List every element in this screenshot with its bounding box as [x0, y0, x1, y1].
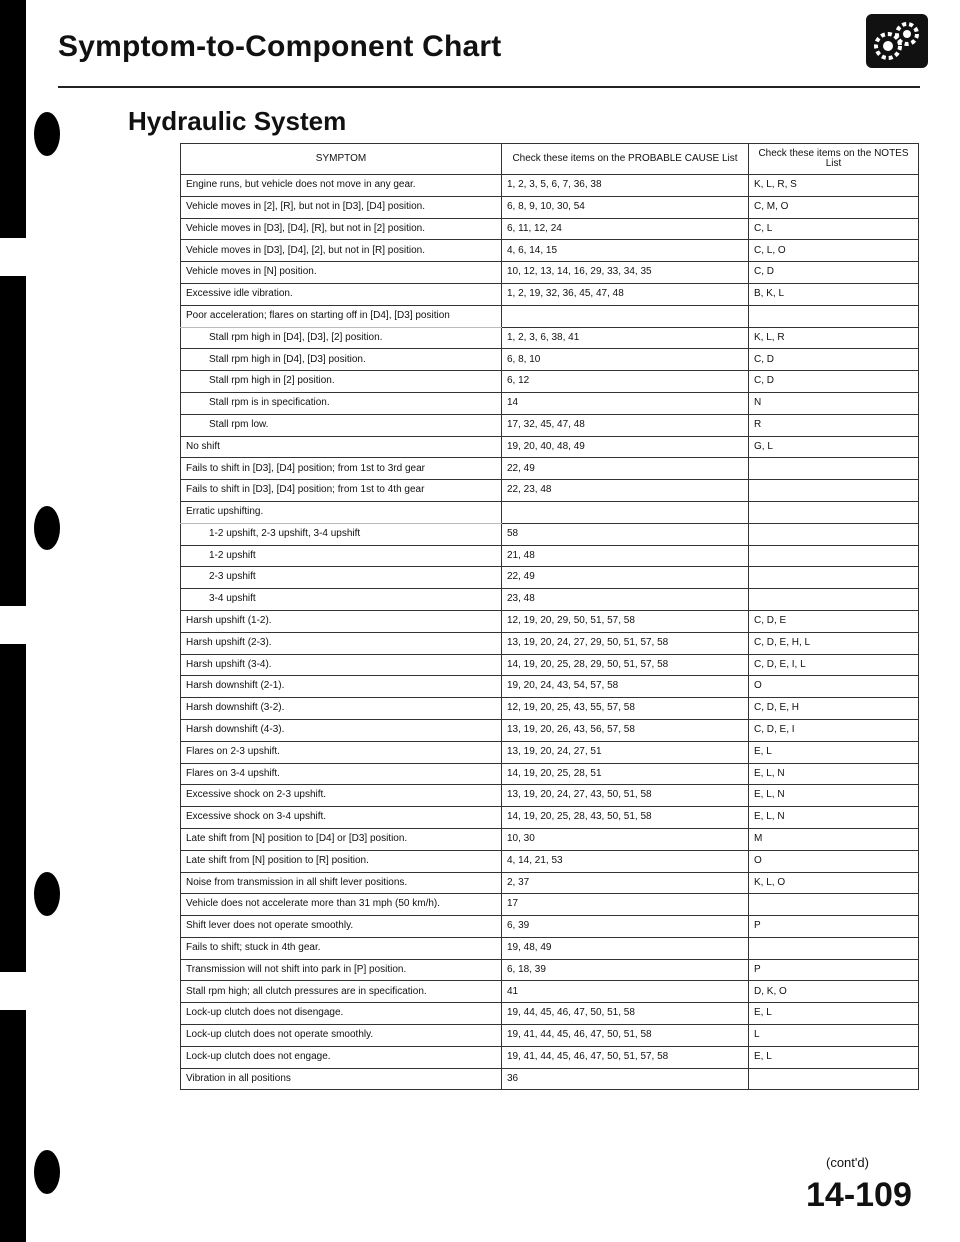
table-row	[181, 785, 919, 807]
notes-cell: E, L	[749, 741, 919, 763]
notes-cell	[749, 523, 919, 545]
probable-cause-cell: 14, 19, 20, 25, 28, 43, 50, 51, 58	[502, 807, 749, 829]
probable-cause-cell: 21, 48	[502, 545, 749, 567]
table-row	[181, 1046, 919, 1068]
symptom-cell: Vehicle does not accelerate more than 31 mph (50 km/h).	[181, 894, 502, 916]
table-row	[181, 392, 919, 414]
symptom-cell: Harsh downshift (3-2).	[181, 698, 502, 720]
table-row	[181, 305, 919, 327]
table-body	[181, 175, 919, 1090]
symptom-cell: Stall rpm high in [2] position.	[181, 371, 502, 393]
notes-cell: C, M, O	[749, 196, 919, 218]
probable-cause-cell: 10, 12, 13, 14, 16, 29, 33, 34, 35	[502, 262, 749, 284]
symptom-cell: 3-4 upshift	[181, 589, 502, 611]
table-row	[181, 654, 919, 676]
symptom-cell: Lock-up clutch does not operate smoothly.	[181, 1025, 502, 1047]
table-row	[181, 676, 919, 698]
notes-cell: C, D, E, H, L	[749, 632, 919, 654]
probable-cause-cell: 22, 23, 48	[502, 480, 749, 502]
table-row	[181, 1003, 919, 1025]
symptom-table	[180, 143, 919, 1090]
table-row	[181, 959, 919, 981]
binder-bar	[0, 276, 26, 606]
probable-cause-cell: 1, 2, 3, 6, 38, 41	[502, 327, 749, 349]
table-row	[181, 545, 919, 567]
notes-cell	[749, 545, 919, 567]
notes-cell: K, L, R, S	[749, 175, 919, 197]
notes-cell: C, D, E, I, L	[749, 654, 919, 676]
probable-cause-cell: 13, 19, 20, 26, 43, 56, 57, 58	[502, 719, 749, 741]
notes-cell: G, L	[749, 436, 919, 458]
table-row	[181, 1025, 919, 1047]
symptom-cell: Flares on 2-3 upshift.	[181, 741, 502, 763]
probable-cause-cell: 23, 48	[502, 589, 749, 611]
symptom-cell: Harsh upshift (1-2).	[181, 610, 502, 632]
notes-cell: N	[749, 392, 919, 414]
notes-cell: C, D, E	[749, 610, 919, 632]
symptom-cell: Stall rpm is in specification.	[181, 392, 502, 414]
table-row	[181, 894, 919, 916]
notes-cell: E, L	[749, 1003, 919, 1025]
table-row	[181, 850, 919, 872]
notes-cell: P	[749, 916, 919, 938]
probable-cause-cell: 6, 8, 10	[502, 349, 749, 371]
binder-hole	[34, 112, 60, 156]
notes-cell: B, K, L	[749, 283, 919, 305]
binder-bar	[0, 0, 26, 238]
symptom-cell: Fails to shift in [D3], [D4] position; from 1st to 3rd gear	[181, 458, 502, 480]
notes-cell	[749, 458, 919, 480]
probable-cause-cell: 14, 19, 20, 25, 28, 29, 50, 51, 57, 58	[502, 654, 749, 676]
table-row	[181, 937, 919, 959]
probable-cause-cell: 58	[502, 523, 749, 545]
probable-cause-cell: 17, 32, 45, 47, 48	[502, 414, 749, 436]
table-row	[181, 436, 919, 458]
table-row	[181, 371, 919, 393]
page-number: 14-109	[806, 1176, 912, 1214]
table-row	[181, 632, 919, 654]
probable-cause-cell: 19, 44, 45, 46, 47, 50, 51, 58	[502, 1003, 749, 1025]
probable-cause-cell: 17	[502, 894, 749, 916]
notes-cell: C, D, E, I	[749, 719, 919, 741]
table-row	[181, 327, 919, 349]
symptom-cell: Late shift from [N] position to [R] position.	[181, 850, 502, 872]
binder-hole	[34, 506, 60, 550]
binder-hole	[34, 872, 60, 916]
table-row	[181, 458, 919, 480]
table-row	[181, 763, 919, 785]
table-row	[181, 741, 919, 763]
binder-hole	[34, 1150, 60, 1194]
table-row	[181, 218, 919, 240]
symptom-cell: Vehicle moves in [N] position.	[181, 262, 502, 284]
symptom-cell: Harsh downshift (4-3).	[181, 719, 502, 741]
notes-cell	[749, 480, 919, 502]
notes-cell: L	[749, 1025, 919, 1047]
probable-cause-cell: 4, 14, 21, 53	[502, 850, 749, 872]
probable-cause-cell	[502, 501, 749, 523]
table-row	[181, 589, 919, 611]
section-title: Hydraulic System	[128, 106, 347, 136]
table-row	[181, 567, 919, 589]
notes-cell: P	[749, 959, 919, 981]
notes-cell: D, K, O	[749, 981, 919, 1003]
table-row	[181, 480, 919, 502]
symptom-cell: Fails to shift; stuck in 4th gear.	[181, 937, 502, 959]
probable-cause-cell: 19, 20, 24, 43, 54, 57, 58	[502, 676, 749, 698]
probable-cause-cell: 1, 2, 3, 5, 6, 7, 36, 38	[502, 175, 749, 197]
table-row	[181, 807, 919, 829]
table-row	[181, 698, 919, 720]
notes-cell: K, L, R	[749, 327, 919, 349]
symptom-cell: Fails to shift in [D3], [D4] position; from 1st to 4th gear	[181, 480, 502, 502]
probable-cause-cell: 6, 18, 39	[502, 959, 749, 981]
notes-cell: M	[749, 828, 919, 850]
notes-cell: C, D	[749, 371, 919, 393]
header-symptom: SYMPTOM	[181, 144, 502, 175]
symptom-cell: Flares on 3-4 upshift.	[181, 763, 502, 785]
page-title: Symptom-to-Component Chart	[58, 30, 502, 63]
symptom-cell: Noise from transmission in all shift lever positions.	[181, 872, 502, 894]
notes-cell: E, L, N	[749, 807, 919, 829]
symptom-cell: No shift	[181, 436, 502, 458]
probable-cause-cell: 1, 2, 19, 32, 36, 45, 47, 48	[502, 283, 749, 305]
symptom-cell: Stall rpm high in [D4], [D3] position.	[181, 349, 502, 371]
table-row	[181, 981, 919, 1003]
table-row	[181, 828, 919, 850]
symptom-cell: Shift lever does not operate smoothly.	[181, 916, 502, 938]
symptom-cell: Stall rpm high; all clutch pressures are in specification.	[181, 981, 502, 1003]
notes-cell: E, L	[749, 1046, 919, 1068]
symptom-cell: Engine runs, but vehicle does not move in any gear.	[181, 175, 502, 197]
probable-cause-cell: 41	[502, 981, 749, 1003]
table-row	[181, 240, 919, 262]
symptom-cell: Harsh upshift (2-3).	[181, 632, 502, 654]
notes-cell: E, L, N	[749, 763, 919, 785]
probable-cause-cell: 13, 19, 20, 24, 27, 29, 50, 51, 57, 58	[502, 632, 749, 654]
symptom-cell: Vehicle moves in [2], [R], but not in [D3], [D4] position.	[181, 196, 502, 218]
notes-cell: C, D, E, H	[749, 698, 919, 720]
notes-cell	[749, 305, 919, 327]
notes-cell: K, L, O	[749, 872, 919, 894]
symptom-cell: Lock-up clutch does not engage.	[181, 1046, 502, 1068]
gears-icon	[866, 14, 928, 68]
symptom-cell: Erratic upshifting.	[181, 501, 502, 523]
probable-cause-cell	[502, 305, 749, 327]
continued-label: (cont'd)	[826, 1155, 869, 1170]
probable-cause-cell: 6, 11, 12, 24	[502, 218, 749, 240]
symptom-cell: 1-2 upshift	[181, 545, 502, 567]
notes-cell	[749, 937, 919, 959]
table-row	[181, 610, 919, 632]
notes-cell: O	[749, 676, 919, 698]
notes-cell	[749, 1068, 919, 1090]
notes-cell	[749, 567, 919, 589]
table-row	[181, 262, 919, 284]
title-rule	[58, 86, 920, 88]
table-row	[181, 523, 919, 545]
notes-cell: C, L	[749, 218, 919, 240]
table-row	[181, 414, 919, 436]
notes-cell: E, L, N	[749, 785, 919, 807]
probable-cause-cell: 13, 19, 20, 24, 27, 51	[502, 741, 749, 763]
table-row	[181, 719, 919, 741]
symptom-cell: Harsh downshift (2-1).	[181, 676, 502, 698]
table-row	[181, 916, 919, 938]
probable-cause-cell: 4, 6, 14, 15	[502, 240, 749, 262]
notes-cell: C, L, O	[749, 240, 919, 262]
table-row	[181, 501, 919, 523]
symptom-cell: Stall rpm low.	[181, 414, 502, 436]
table-row	[181, 1068, 919, 1090]
probable-cause-cell: 10, 30	[502, 828, 749, 850]
probable-cause-cell: 19, 41, 44, 45, 46, 47, 50, 51, 57, 58	[502, 1046, 749, 1068]
symptom-cell: Excessive shock on 2-3 upshift.	[181, 785, 502, 807]
symptom-cell: Harsh upshift (3-4).	[181, 654, 502, 676]
table-row	[181, 283, 919, 305]
probable-cause-cell: 6, 39	[502, 916, 749, 938]
symptom-cell: Vehicle moves in [D3], [D4], [R], but not in [2] position.	[181, 218, 502, 240]
notes-cell: O	[749, 850, 919, 872]
table-row	[181, 872, 919, 894]
binder-bar	[0, 644, 26, 972]
table-row	[181, 349, 919, 371]
binder-edge	[0, 0, 42, 1242]
probable-cause-cell: 13, 19, 20, 24, 27, 43, 50, 51, 58	[502, 785, 749, 807]
probable-cause-cell: 19, 48, 49	[502, 937, 749, 959]
symptom-cell: Transmission will not shift into park in [P] position.	[181, 959, 502, 981]
probable-cause-cell: 6, 8, 9, 10, 30, 54	[502, 196, 749, 218]
symptom-cell: Stall rpm high in [D4], [D3], [2] position.	[181, 327, 502, 349]
symptom-cell: Excessive idle vibration.	[181, 283, 502, 305]
table-row	[181, 196, 919, 218]
notes-cell: C, D	[749, 349, 919, 371]
header-notes: Check these items on the NOTES List	[749, 144, 919, 175]
symptom-cell: Poor acceleration; flares on starting off in [D4], [D3] position	[181, 305, 502, 327]
notes-cell	[749, 501, 919, 523]
probable-cause-cell: 22, 49	[502, 458, 749, 480]
symptom-cell: Late shift from [N] position to [D4] or [D3] position.	[181, 828, 502, 850]
symptom-cell: 2-3 upshift	[181, 567, 502, 589]
probable-cause-cell: 22, 49	[502, 567, 749, 589]
probable-cause-cell: 6, 12	[502, 371, 749, 393]
notes-cell: R	[749, 414, 919, 436]
symptom-cell: Lock-up clutch does not disengage.	[181, 1003, 502, 1025]
notes-cell	[749, 894, 919, 916]
symptom-cell: Excessive shock on 3-4 upshift.	[181, 807, 502, 829]
table-header-row	[181, 144, 919, 175]
symptom-cell: Vehicle moves in [D3], [D4], [2], but not in [R] position.	[181, 240, 502, 262]
probable-cause-cell: 12, 19, 20, 25, 43, 55, 57, 58	[502, 698, 749, 720]
header-probable-cause: Check these items on the PROBABLE CAUSE List	[502, 144, 749, 175]
probable-cause-cell: 14	[502, 392, 749, 414]
binder-bar	[0, 1010, 26, 1242]
probable-cause-cell: 12, 19, 20, 29, 50, 51, 57, 58	[502, 610, 749, 632]
table-row	[181, 175, 919, 197]
probable-cause-cell: 2, 37	[502, 872, 749, 894]
symptom-cell: 1-2 upshift, 2-3 upshift, 3-4 upshift	[181, 523, 502, 545]
gears-icon-graphic	[870, 18, 924, 64]
notes-cell	[749, 589, 919, 611]
probable-cause-cell: 36	[502, 1068, 749, 1090]
symptom-cell: Vibration in all positions	[181, 1068, 502, 1090]
probable-cause-cell: 19, 41, 44, 45, 46, 47, 50, 51, 58	[502, 1025, 749, 1047]
probable-cause-cell: 19, 20, 40, 48, 49	[502, 436, 749, 458]
notes-cell: C, D	[749, 262, 919, 284]
probable-cause-cell: 14, 19, 20, 25, 28, 51	[502, 763, 749, 785]
